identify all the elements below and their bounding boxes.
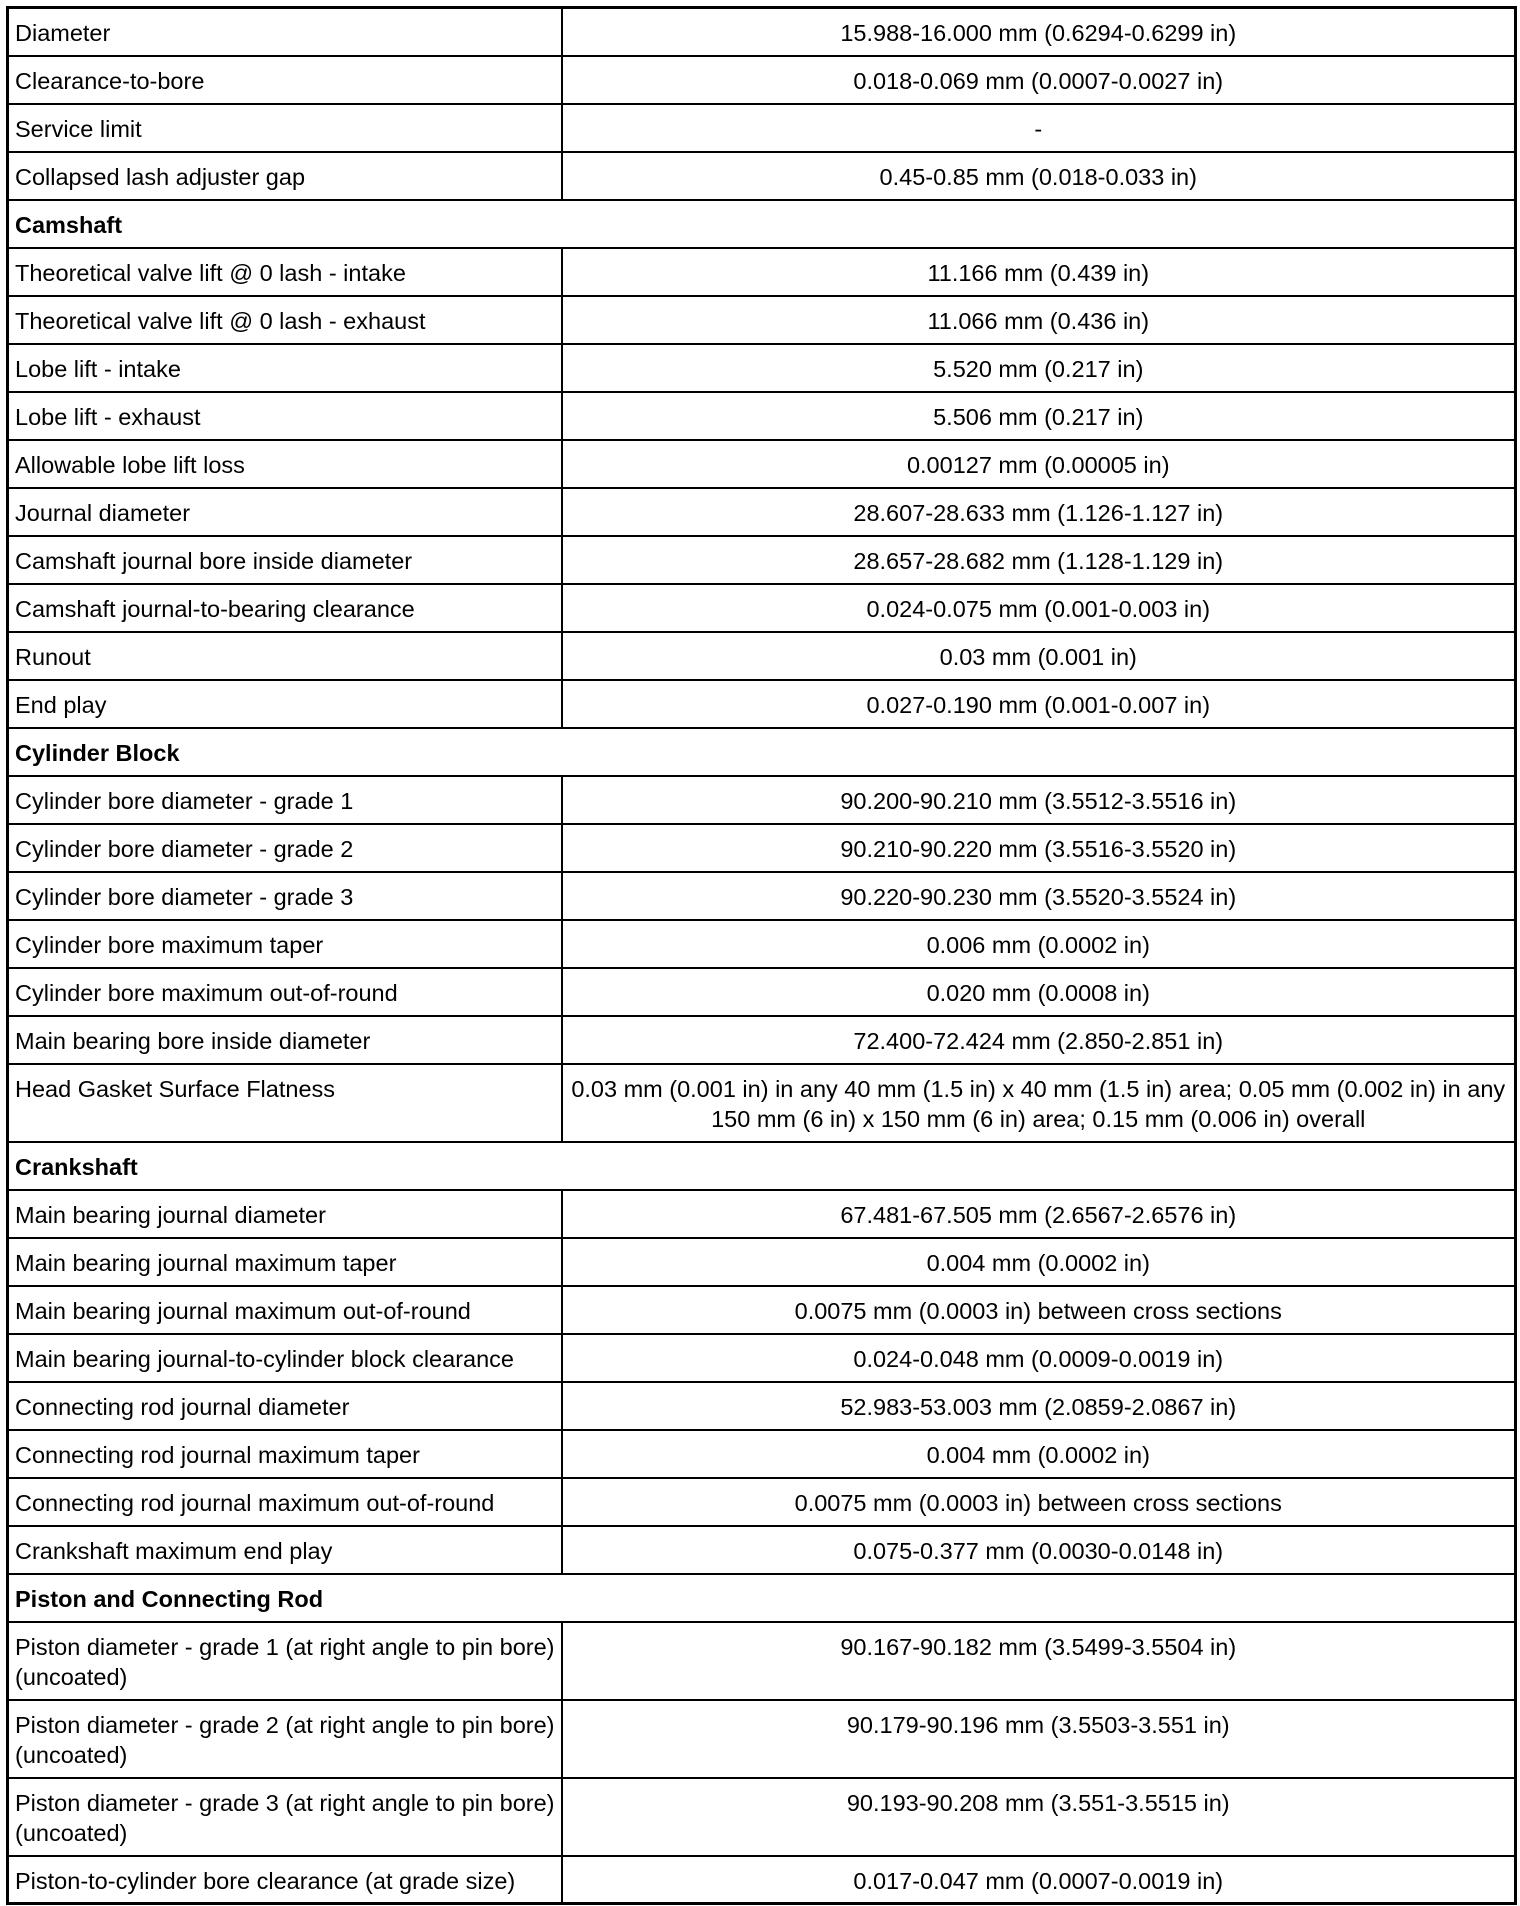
spec-label: Theoretical valve lift @ 0 lash - intake xyxy=(8,248,562,296)
spec-value: 5.520 mm (0.217 in) xyxy=(562,344,1516,392)
spec-label: Connecting rod journal diameter xyxy=(8,1382,562,1430)
spec-label: Head Gasket Surface Flatness xyxy=(8,1064,562,1142)
spec-value: 15.988-16.000 mm (0.6294-0.6299 in) xyxy=(562,8,1516,56)
spec-value: 0.024-0.048 mm (0.0009-0.0019 in) xyxy=(562,1334,1516,1382)
spec-value: 0.024-0.075 mm (0.001-0.003 in) xyxy=(562,584,1516,632)
table-row xyxy=(8,1334,1516,1382)
section-header-row xyxy=(8,1142,1516,1190)
spec-label: Cylinder bore maximum out-of-round xyxy=(8,968,562,1016)
spec-label: Allowable lobe lift loss xyxy=(8,440,562,488)
table-row xyxy=(8,680,1516,728)
spec-label: Camshaft journal bore inside diameter xyxy=(8,536,562,584)
table-row xyxy=(8,8,1516,56)
table-row xyxy=(8,824,1516,872)
spec-value: 90.210-90.220 mm (3.5516-3.5520 in) xyxy=(562,824,1516,872)
table-row xyxy=(8,1382,1516,1430)
table-row xyxy=(8,920,1516,968)
spec-value: 0.017-0.047 mm (0.0007-0.0019 in) xyxy=(562,1856,1516,1904)
spec-label: Theoretical valve lift @ 0 lash - exhaust xyxy=(8,296,562,344)
section-title: Crankshaft xyxy=(8,1142,1516,1190)
spec-label: Piston diameter - grade 2 (at right angle to pin bore) (uncoated) xyxy=(8,1700,562,1778)
table-row xyxy=(8,1622,1516,1700)
spec-label: Cylinder bore diameter - grade 1 xyxy=(8,776,562,824)
table-row xyxy=(8,1286,1516,1334)
spec-value: 0.00127 mm (0.00005 in) xyxy=(562,440,1516,488)
section-title: Camshaft xyxy=(8,200,1516,248)
spec-label: Main bearing journal maximum taper xyxy=(8,1238,562,1286)
table-row xyxy=(8,1700,1516,1778)
table-row xyxy=(8,104,1516,152)
table-row xyxy=(8,1064,1516,1142)
spec-value: 0.03 mm (0.001 in) in any 40 mm (1.5 in) x 40 mm (1.5 in) area; 0.05 mm (0.002 in) in any 150 mm (6 in) x 150 mm (6 in) area; 0.15 mm (0.006 in) overall xyxy=(562,1064,1516,1142)
spec-value: 90.200-90.210 mm (3.5512-3.5516 in) xyxy=(562,776,1516,824)
spec-value: 0.004 mm (0.0002 in) xyxy=(562,1430,1516,1478)
table-row xyxy=(8,152,1516,200)
spec-label: Lobe lift - intake xyxy=(8,344,562,392)
spec-value: 90.179-90.196 mm (3.5503-3.551 in) xyxy=(562,1700,1516,1778)
table-row xyxy=(8,632,1516,680)
table-row xyxy=(8,488,1516,536)
spec-label: Clearance-to-bore xyxy=(8,56,562,104)
spec-value: 0.004 mm (0.0002 in) xyxy=(562,1238,1516,1286)
spec-label: Piston diameter - grade 3 (at right angle to pin bore) (uncoated) xyxy=(8,1778,562,1856)
spec-value: 0.075-0.377 mm (0.0030-0.0148 in) xyxy=(562,1526,1516,1574)
section-header-row xyxy=(8,1574,1516,1622)
spec-value: 5.506 mm (0.217 in) xyxy=(562,392,1516,440)
spec-label: Main bearing journal maximum out-of-round xyxy=(8,1286,562,1334)
spec-value: 11.066 mm (0.436 in) xyxy=(562,296,1516,344)
spec-label: Main bearing bore inside diameter xyxy=(8,1016,562,1064)
table-row xyxy=(8,296,1516,344)
spec-value: 0.0075 mm (0.0003 in) between cross sections xyxy=(562,1286,1516,1334)
spec-value: 0.45-0.85 mm (0.018-0.033 in) xyxy=(562,152,1516,200)
spec-value: 72.400-72.424 mm (2.850-2.851 in) xyxy=(562,1016,1516,1064)
spec-label: Camshaft journal-to-bearing clearance xyxy=(8,584,562,632)
spec-label: Connecting rod journal maximum taper xyxy=(8,1430,562,1478)
spec-value: 0.0075 mm (0.0003 in) between cross sections xyxy=(562,1478,1516,1526)
spec-label: Runout xyxy=(8,632,562,680)
spec-value: 28.657-28.682 mm (1.128-1.129 in) xyxy=(562,536,1516,584)
spec-value: 52.983-53.003 mm (2.0859-2.0867 in) xyxy=(562,1382,1516,1430)
spec-label: End play xyxy=(8,680,562,728)
spec-label: Cylinder bore diameter - grade 3 xyxy=(8,872,562,920)
spec-label: Collapsed lash adjuster gap xyxy=(8,152,562,200)
spec-value: 11.166 mm (0.439 in) xyxy=(562,248,1516,296)
table-row xyxy=(8,1856,1516,1904)
table-row xyxy=(8,584,1516,632)
spec-value: 0.020 mm (0.0008 in) xyxy=(562,968,1516,1016)
table-row xyxy=(8,56,1516,104)
spec-label: Diameter xyxy=(8,8,562,56)
section-title: Cylinder Block xyxy=(8,728,1516,776)
spec-label: Piston-to-cylinder bore clearance (at grade size) xyxy=(8,1856,562,1904)
spec-value: 90.220-90.230 mm (3.5520-3.5524 in) xyxy=(562,872,1516,920)
spec-value: 0.018-0.069 mm (0.0007-0.0027 in) xyxy=(562,56,1516,104)
table-row xyxy=(8,776,1516,824)
spec-value: 90.167-90.182 mm (3.5499-3.5504 in) xyxy=(562,1622,1516,1700)
table-row xyxy=(8,1430,1516,1478)
spec-label: Cylinder bore maximum taper xyxy=(8,920,562,968)
section-title: Piston and Connecting Rod xyxy=(8,1574,1516,1622)
spec-label: Main bearing journal diameter xyxy=(8,1190,562,1238)
specification-table xyxy=(6,6,1517,1905)
spec-value: 0.006 mm (0.0002 in) xyxy=(562,920,1516,968)
spec-value: 28.607-28.633 mm (1.126-1.127 in) xyxy=(562,488,1516,536)
spec-label: Cylinder bore diameter - grade 2 xyxy=(8,824,562,872)
spec-label: Crankshaft maximum end play xyxy=(8,1526,562,1574)
table-row xyxy=(8,1190,1516,1238)
table-row xyxy=(8,344,1516,392)
table-row xyxy=(8,1778,1516,1856)
section-header-row xyxy=(8,728,1516,776)
spec-value: 0.03 mm (0.001 in) xyxy=(562,632,1516,680)
table-row xyxy=(8,536,1516,584)
table-row xyxy=(8,1526,1516,1574)
spec-label: Main bearing journal-to-cylinder block clearance xyxy=(8,1334,562,1382)
specification-table-body xyxy=(8,8,1516,1904)
table-row xyxy=(8,1016,1516,1064)
spec-label: Journal diameter xyxy=(8,488,562,536)
spec-label: Connecting rod journal maximum out-of-round xyxy=(8,1478,562,1526)
table-row xyxy=(8,1238,1516,1286)
spec-label: Piston diameter - grade 1 (at right angle to pin bore) (uncoated) xyxy=(8,1622,562,1700)
spec-value: - xyxy=(562,104,1516,152)
table-row xyxy=(8,440,1516,488)
table-row xyxy=(8,392,1516,440)
table-row xyxy=(8,968,1516,1016)
spec-value: 67.481-67.505 mm (2.6567-2.6576 in) xyxy=(562,1190,1516,1238)
spec-value: 0.027-0.190 mm (0.001-0.007 in) xyxy=(562,680,1516,728)
spec-label: Service limit xyxy=(8,104,562,152)
section-header-row xyxy=(8,200,1516,248)
spec-label: Lobe lift - exhaust xyxy=(8,392,562,440)
table-row xyxy=(8,248,1516,296)
specification-sheet xyxy=(6,6,1514,1905)
table-row xyxy=(8,872,1516,920)
table-row xyxy=(8,1478,1516,1526)
spec-value: 90.193-90.208 mm (3.551-3.5515 in) xyxy=(562,1778,1516,1856)
